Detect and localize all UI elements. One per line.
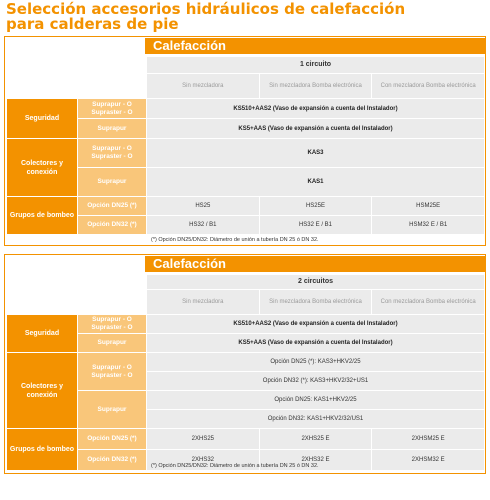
table-2-section	[4, 254, 486, 474]
table-1-cell: HS25E	[260, 197, 372, 215]
table-1-group-seguridad: Seguridad	[7, 99, 77, 138]
table-1	[6, 56, 485, 235]
table-1-cell: HS32 E / B1	[260, 216, 372, 234]
table-1-group-grupos: Grupos de bombeo	[7, 197, 77, 234]
table-1-cell: HSM25E	[372, 197, 484, 215]
table-2-subrow-label: Opción DN32 (*)	[78, 450, 146, 470]
table-2-cell: Opción DN25 (*): KAS3+HKV2/25	[147, 353, 484, 371]
table-2-cell: Opción DN32 (*): KAS3+HKV2/32+US1	[147, 372, 484, 390]
table-2-cell: 2XHS32 E	[260, 450, 372, 470]
table-2-cell: 2XHSM32 E	[372, 450, 484, 470]
table-2-heading: Calefacción	[145, 256, 485, 272]
table-2-col-header: Sin mezcladora	[147, 290, 259, 314]
table-2-cell: 2XHS25 E	[260, 429, 372, 449]
table-2-cell: 2XHSM25 E	[372, 429, 484, 449]
table-2-col-header: Con mezcladora Bomba electrónica	[372, 290, 484, 314]
table-2-footnote: (*) Opción DN25/DN32: Diámetro de unión a tubería DN 25 ó DN 32.	[151, 463, 319, 469]
table-2-subrow-label: Suprapur - O Supraster - O	[78, 353, 146, 390]
table-1-section	[4, 36, 486, 246]
table-1-circuits-header: 1 circuito	[147, 57, 484, 73]
table-1-heading: Calefacción	[145, 38, 485, 54]
table-2-circuits-header: 2 circuitos	[147, 275, 484, 289]
table-1-footnote: (*) Opción DN25/DN32: Diámetro de unión a tubería DN 25 ó DN 32.	[151, 237, 319, 243]
table-2-cell: KS5+AAS (Vaso de expansión a cuenta del Instalador)	[147, 334, 484, 352]
table-1-corner	[7, 57, 146, 98]
table-2-col-header: Sin mezcladora Bomba electrónica	[260, 290, 372, 314]
page-title-line-1: Selección accesorios hidráulicos de calefacción	[6, 0, 406, 18]
table-2-group-seguridad: Seguridad	[7, 315, 77, 352]
table-2-group-grupos: Grupos de bombeo	[7, 429, 77, 470]
table-1-subrow-label: Opción DN25 (*)	[78, 197, 146, 215]
table-2-group-colectores: Colectores y conexión	[7, 353, 77, 428]
table-1-subrow-label: Suprapur	[78, 168, 146, 196]
table-1-group-colectores: Colectores y conexión	[7, 139, 77, 196]
table-2-corner	[7, 275, 146, 314]
table-1-subrow-label: Suprapur - O Supraster - O	[78, 99, 146, 118]
table-1-subrow-label: Suprapur	[78, 119, 146, 138]
table-1-cell: HS25	[147, 197, 259, 215]
table-2-cell: Opción DN32: KAS1+HKV2/32/US1	[147, 410, 484, 428]
table-1-col-header: Sin mezcladora Bomba electrónica	[260, 74, 372, 98]
table-1-subrow-label: Opción DN32 (*)	[78, 216, 146, 234]
table-2-cell: Opción DN25: KAS1+HKV2/25	[147, 391, 484, 409]
page-title-line-2: para calderas de pie	[6, 15, 179, 33]
table-1-cell: KS5+AAS (Vaso de expansión a cuenta del Instalador)	[147, 119, 484, 138]
table-2	[6, 274, 485, 471]
table-1-col-header: Con mezcladora Bomba electrónica	[372, 74, 484, 98]
page-title	[6, 2, 486, 32]
table-1-col-header: Sin mezcladora	[147, 74, 259, 98]
table-2-subrow-label: Suprapur	[78, 391, 146, 428]
table-1-subrow-label: Suprapur - O Supraster - O	[78, 139, 146, 167]
table-2-subrow-label: Opción DN25 (*)	[78, 429, 146, 449]
table-1-cell: HS32 / B1	[147, 216, 259, 234]
table-2-cell: KS510+AAS2 (Vaso de expansión a cuenta del Instalador)	[147, 315, 484, 333]
table-1-cell: KS510+AAS2 (Vaso de expansión a cuenta del Instalador)	[147, 99, 484, 118]
table-1-cell: HSM32 E / B1	[372, 216, 484, 234]
table-2-subrow-label: Suprapur - O Supraster - O	[78, 315, 146, 333]
table-1-cell: KAS1	[147, 168, 484, 196]
table-2-subrow-label: Suprapur	[78, 334, 146, 352]
table-2-cell: 2XHS25	[147, 429, 259, 449]
table-1-cell: KAS3	[147, 139, 484, 167]
table-2-cell: 2XHS32	[147, 450, 259, 470]
